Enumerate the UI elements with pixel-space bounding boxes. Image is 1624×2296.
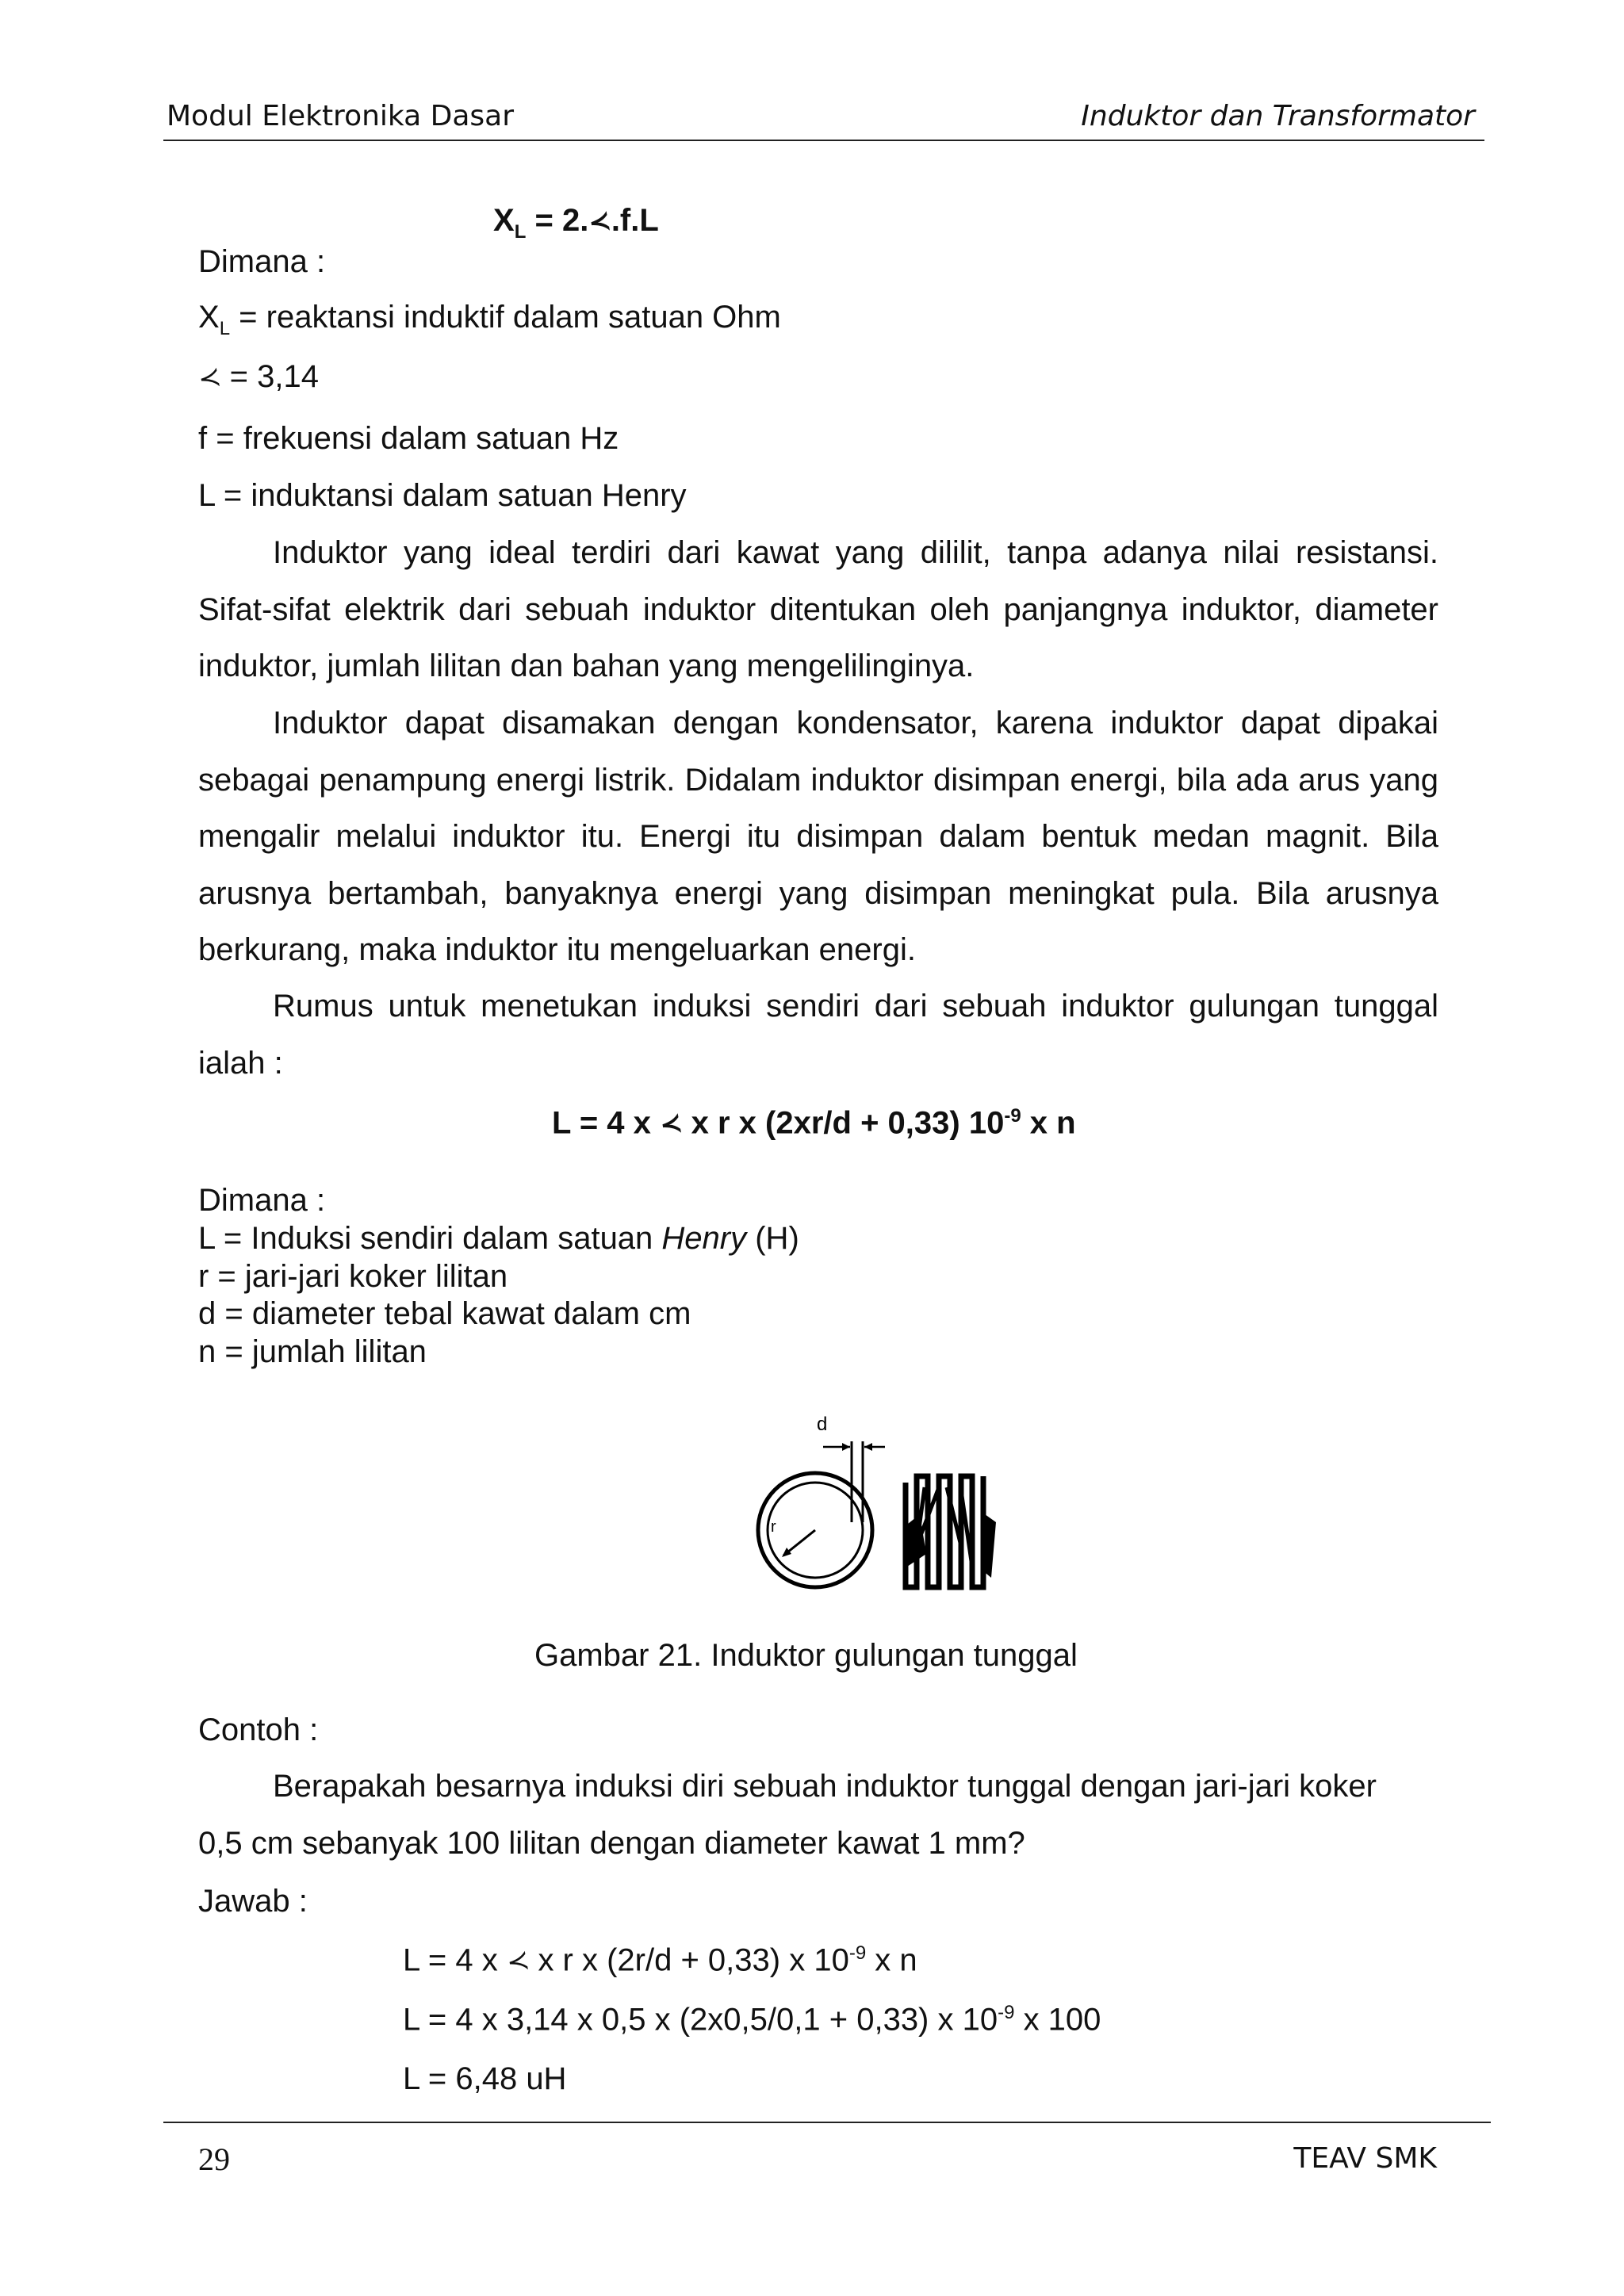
def-xl-subscript: L: [219, 318, 231, 339]
figure-label-d: d: [817, 1414, 828, 1435]
def-l-text: L = Induksi sendiri dalam satuan: [198, 1221, 662, 1256]
def-pi: [195, 359, 319, 396]
answer-line-2-part: L = 4 x 3,14 x 0,5 x (2x0,5/0,1 + 0,33) x 10: [403, 2002, 998, 2038]
page-number: 29: [198, 2141, 230, 2177]
pi-symbol: ≺: [504, 1945, 532, 1979]
answer-line-2-exponent: -9: [998, 2002, 1015, 2023]
header-chapter-title: Induktor dan Transformator: [1081, 100, 1475, 132]
answer-line-1-part: L = 4 x: [403, 1942, 507, 1978]
answer-line-3: L = 6,48 uH: [403, 2061, 567, 2096]
answer-line-2-part: x 100: [1014, 2002, 1101, 2038]
def-r: r = jari-jari koker lilitan: [198, 1259, 508, 1294]
formula-xl-symbol: X: [493, 203, 515, 238]
paragraph-ideal-inductor: [198, 525, 1438, 695]
formula-l-part: x r x (2xr/d + 0,33) 10: [682, 1105, 1005, 1141]
figure-label-r: r: [771, 1518, 776, 1536]
header-module-title: Modul Elektronika Dasar: [167, 100, 515, 132]
formula-l-exponent: -9: [1004, 1105, 1021, 1127]
formula-xl-rhs: = 2.: [526, 203, 589, 238]
formula-l-part: x n: [1021, 1105, 1076, 1141]
pi-symbol: ≺: [586, 205, 614, 239]
paragraph-energy-storage-text: Induktor dapat disamakan dengan kondensator, karena induktor dapat dipakai sebagai penampung energi listrik. Didalam induktor disimpan energi, bila ada arus yang mengalir melalui induktor itu. Energi itu disimpan dalam bentuk medan magnit. Bila arusnya bertambah, banyaknya energi yang disimpan meningkat pula. Bila arusnya berkurang, maka induktor itu mengeluarkan energi.: [198, 706, 1438, 967]
paragraph-formula-intro-text: Rumus untuk menetukan induksi sendiri dari sebuah induktor gulungan tunggal ialah :: [198, 989, 1438, 1081]
header-rule: [163, 140, 1484, 141]
def-xl-text: = reaktansi induktif dalam satuan Ohm: [230, 300, 781, 335]
def-l-text-tail: (H): [746, 1221, 799, 1256]
def-d: d = diameter tebal kawat dalam cm: [198, 1296, 691, 1331]
formula-xl-rhs-tail: .f.L: [611, 203, 659, 238]
def-pi-text: = 3,14: [220, 359, 319, 394]
formula-xl: [493, 205, 659, 242]
answer-line-1: [403, 1942, 917, 1979]
dimana-label-2: Dimana :: [198, 1183, 326, 1218]
dimension-arrowhead-left: [842, 1443, 850, 1451]
formula-xl-subscript: L: [514, 221, 527, 243]
answer-line-1-part: x n: [866, 1942, 917, 1978]
answer-line-1-exponent: -9: [848, 1942, 867, 1964]
paragraph-ideal-inductor-text: Induktor yang ideal terdiri dari kawat yang dililit, tanpa adanya nilai resistansi. Sifat-sifat elektrik dari sebuah induktor ditentukan oleh panjangnya induktor, diameter induktor, jumlah lilitan dan bahan yang mengelilinginya.: [198, 535, 1438, 683]
def-l: L = induktansi dalam satuan Henry: [198, 478, 687, 513]
answer-line-1-part: x r x (2r/d + 0,33) x 10: [529, 1942, 849, 1978]
dimension-arrowhead-right: [864, 1443, 872, 1451]
inductor-coil-figure: [737, 1411, 1039, 1601]
def-n: n = jumlah lilitan: [198, 1334, 427, 1369]
def-xl-symbol: X: [198, 300, 220, 335]
footer-publisher: TEAV SMK: [1293, 2142, 1437, 2175]
pi-symbol: ≺: [195, 361, 224, 396]
paragraph-formula-intro: [198, 978, 1438, 1092]
def-l-henry: [198, 1223, 799, 1254]
answer-line-2: [403, 2002, 1101, 2038]
figure-caption: Gambar 21. Induktor gulungan tunggal: [534, 1638, 1078, 1673]
example-label: Contoh :: [198, 1712, 319, 1747]
footer-rule: [163, 2122, 1491, 2123]
def-f: f = frekuensi dalam satuan Hz: [198, 421, 619, 456]
paragraph-energy-storage: [198, 695, 1438, 979]
formula-inductance: [552, 1105, 1076, 1142]
example-question-text: Berapakah besarnya induksi diri sebuah induktor tunggal dengan jari-jari koker 0,5 cm sebanyak 100 lilitan dengan diameter kawat 1 mm?: [198, 1769, 1377, 1861]
example-question: [198, 1758, 1423, 1872]
dimana-label: Dimana :: [198, 244, 326, 279]
def-l-unit-italic: Henry: [661, 1221, 747, 1256]
pi-symbol: ≺: [657, 1108, 685, 1142]
def-xl: [198, 301, 781, 339]
formula-l-part: L = 4 x: [552, 1105, 661, 1141]
answer-label: Jawab :: [198, 1884, 308, 1919]
